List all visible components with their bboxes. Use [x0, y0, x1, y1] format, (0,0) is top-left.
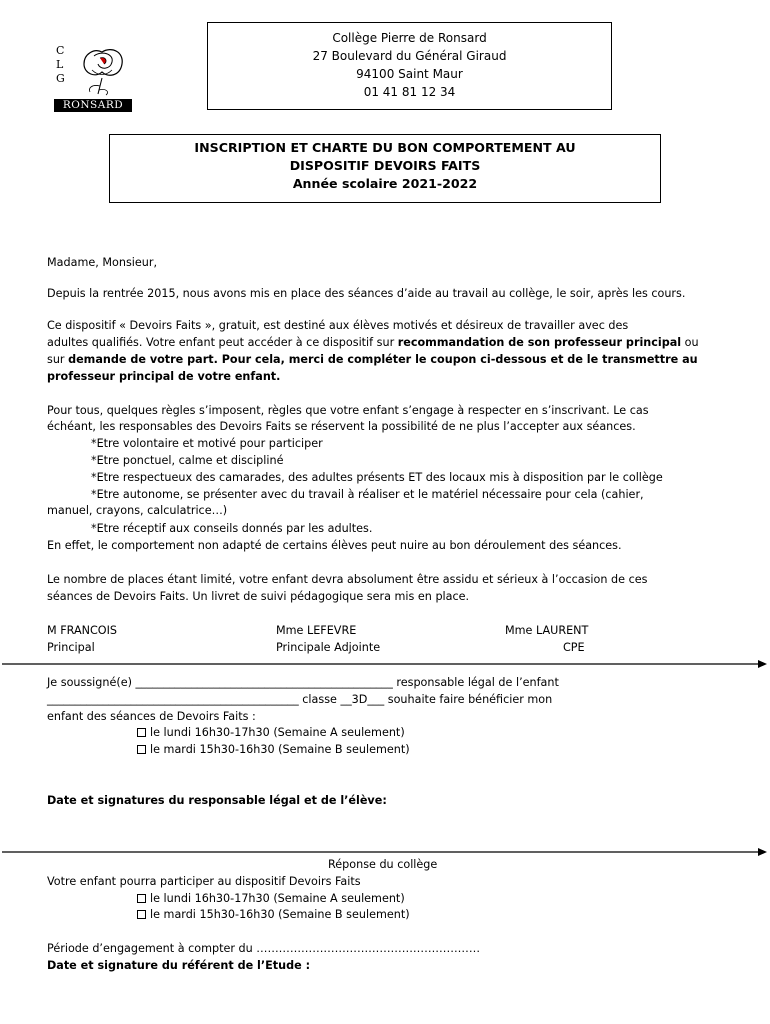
text-segment: responsable légal de l’enfant	[392, 676, 559, 689]
response-signature-label: Date et signature du référent de l’Etude :	[47, 959, 311, 972]
paragraph-dispositif-line-3	[47, 352, 698, 368]
paragraph-intro: Depuis la rentrée 2015, nous avons mis en place des séances d’aide au travail au collège, le soir, après les cours.	[47, 287, 686, 300]
rule-item-continued: manuel, crayons, calculatrice…)	[47, 504, 228, 517]
text-segment: Je soussigné(e)	[47, 676, 136, 689]
text-segment: sur	[47, 353, 69, 366]
paragraph-dispositif-line-1: Ce dispositif « Devoirs Faits », gratuit, est destiné aux élèves motivés et désireux de travailler avec des	[47, 319, 629, 332]
title-line-2: DISPOSITIF DEVOIRS FAITS	[289, 158, 481, 173]
signatory-role: Principal	[47, 641, 95, 654]
school-name: Collège Pierre de Ronsard	[332, 31, 487, 45]
rule-item: *Etre ponctuel, calme et discipliné	[91, 454, 284, 467]
rule-item: *Etre volontaire et motivé pour participer	[91, 437, 323, 450]
text-segment: ou	[681, 336, 699, 349]
response-option-tuesday	[137, 907, 410, 923]
signatory-name: Mme LAURENT	[505, 624, 589, 637]
logo-letter-g: G	[56, 72, 65, 85]
paragraph-behaviour: En effet, le comportement non adapté de certains élèves peut nuire au bon déroulement des séances.	[47, 539, 622, 552]
coupon-line-3: enfant des séances de Devoirs Faits :	[47, 710, 256, 723]
paragraph-dispositif-line-4: professeur principal de votre enfant.	[47, 370, 281, 383]
logo-name: RONSARD	[54, 99, 132, 112]
coupon-option-tuesday	[137, 742, 410, 758]
logo-letters	[56, 44, 68, 86]
school-address-box	[207, 22, 612, 110]
paragraph-rules-line-2: échéant, les responsables des Devoirs Faits se réservent la possibilité de ne plus l’accepter aux séances.	[47, 420, 636, 433]
rule-item: *Etre respectueux des camarades, des adultes présents ET des locaux mis à disposition par le collège	[91, 471, 663, 484]
option-label: le lundi 16h30-17h30 (Semaine A seulement)	[150, 726, 405, 739]
paragraph-rules-line-1: Pour tous, quelques règles s’imposent, règles que votre enfant s’engage à respecter en s’inscrivant. Le cas	[47, 404, 649, 417]
response-period: Période d’engagement à compter du ……………………………………………………	[47, 942, 481, 955]
signatory-name: Mme LEFEVRE	[276, 624, 357, 637]
response-heading: Réponse du collège	[328, 858, 438, 871]
rose-logo-icon	[72, 42, 132, 98]
school-street: 27 Boulevard du Général Giraud	[312, 49, 507, 63]
paragraph-places-line-1: Le nombre de places étant limité, votre enfant devra absolument être assidu et sérieux à l’occasion de ces	[47, 573, 648, 586]
school-city: 94100 Saint Maur	[356, 67, 463, 81]
child-name-blank-field: _____________________________________________	[47, 693, 299, 706]
text-segment: classe __3D___ souhaite faire bénéficier mon	[298, 693, 553, 706]
checkbox-icon	[137, 910, 146, 919]
name-blank-field: ______________________________________________	[135, 676, 393, 689]
option-label: le lundi 16h30-17h30 (Semaine A seulement)	[150, 892, 405, 905]
title-line-3: Année scolaire 2021-2022	[292, 176, 478, 191]
text-segment: adultes qualifiés. Votre enfant peut accéder à ce dispositif sur	[47, 336, 398, 349]
checkbox-icon	[137, 745, 146, 754]
rule-item: *Etre réceptif aux conseils donnés par les adultes.	[91, 522, 373, 535]
bold-segment: demande de votre part. Pour cela, merci de compléter le coupon ci-dessous et de le transmettre au	[68, 353, 698, 366]
coupon-line-2	[47, 692, 552, 708]
bold-segment: recommandation de son professeur principal	[397, 336, 682, 349]
salutation: Madame, Monsieur,	[47, 256, 158, 269]
logo-letter-c: C	[56, 44, 65, 57]
option-label: le mardi 15h30-16h30 (Semaine B seulement)	[150, 743, 410, 756]
paragraph-dispositif-line-2	[47, 335, 699, 351]
logo-letter-l: L	[56, 58, 64, 71]
checkbox-icon	[137, 894, 146, 903]
response-option-monday	[137, 891, 405, 907]
school-logo	[54, 42, 132, 112]
document-title-box	[109, 134, 661, 203]
coupon-signature-label: Date et signatures du responsable légal et de l’élève:	[47, 794, 387, 807]
paragraph-places-line-2: séances de Devoirs Faits. Un livret de suivi pédagogique sera mis en place.	[47, 590, 470, 603]
signatory-role: Principale Adjointe	[276, 641, 381, 654]
response-intro: Votre enfant pourra participer au dispositif Devoirs Faits	[47, 875, 361, 888]
rule-item: *Etre autonome, se présenter avec du travail à réaliser et le matériel nécessaire pour cela (cahier,	[91, 488, 644, 501]
signatory-role: CPE	[563, 641, 585, 654]
cut-line-arrow	[0, 658, 768, 670]
coupon-option-monday	[137, 725, 405, 741]
option-label: le mardi 15h30-16h30 (Semaine B seulement)	[150, 908, 410, 921]
checkbox-icon	[137, 728, 146, 737]
coupon-line-1	[47, 675, 559, 691]
school-phone: 01 41 81 12 34	[363, 85, 456, 99]
signatory-name: M FRANCOIS	[47, 624, 118, 637]
title-line-1: INSCRIPTION ET CHARTE DU BON COMPORTEMENT AU	[194, 140, 576, 155]
